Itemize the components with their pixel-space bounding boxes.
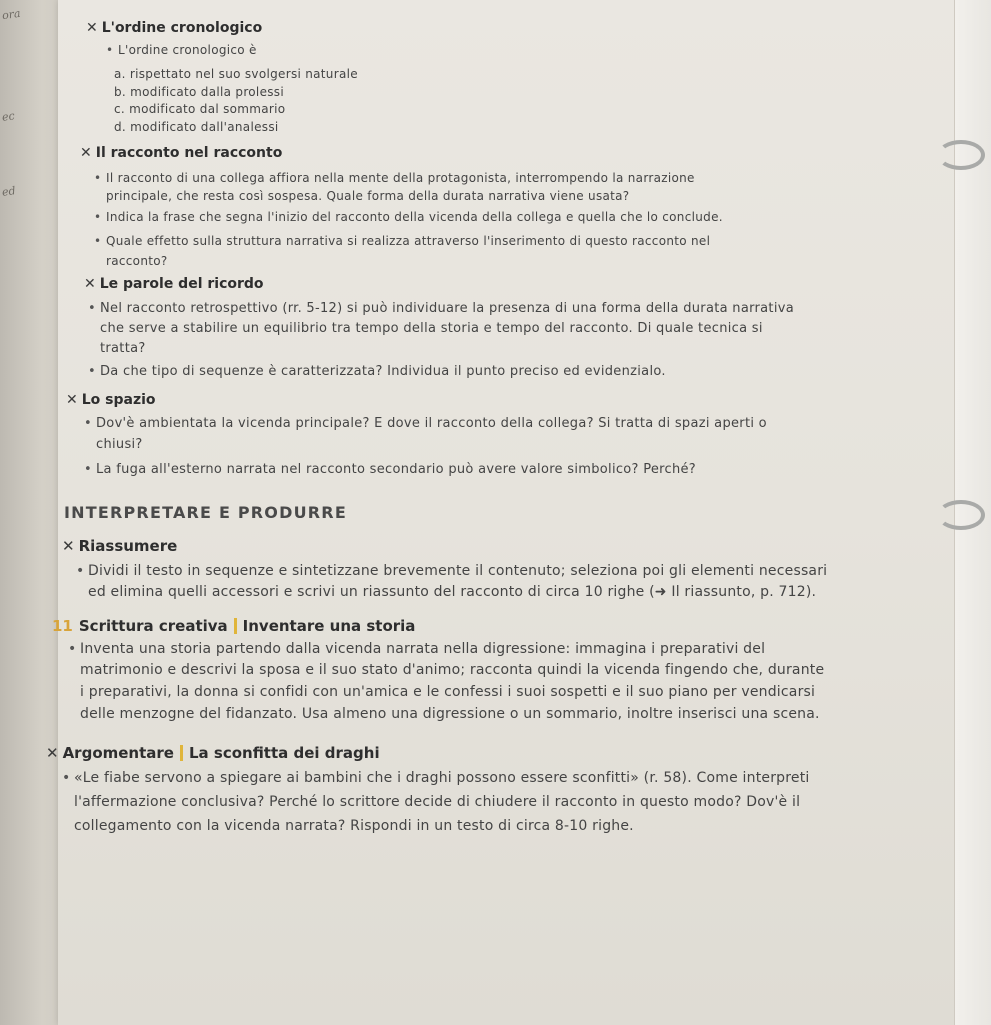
exercise-number: 11 [52, 617, 73, 635]
ordine-option-d: d. modificato dall'analessi [114, 120, 279, 134]
riassumere-text: • Dividi il testo in sequenze e sintetizzane brevemente il contenuto; seleziona poi gli elementi necessari [88, 563, 827, 579]
parole-text: che serve a stabilire un equilibrio tra tempo della storia e tempo del racconto. Di quale tecnica si [100, 321, 763, 336]
argomentare-text: collegamento con la vicenda narrata? Rispondi in un testo di circa 8-10 righe. [74, 818, 634, 834]
scrittura-text: delle menzogne del fidanzato. Usa almeno una digressione o un sommario, inoltre inserisci una scena. [80, 706, 820, 722]
parole-text: tratta? [100, 341, 146, 356]
accent-bar [180, 745, 183, 761]
section-title-spazio: ✕ Lo spazio [66, 392, 156, 408]
section-title-parole: ✕ Le parole del ricordo [84, 276, 264, 292]
binder-ring-icon [937, 140, 985, 170]
binder-edge [954, 0, 991, 1025]
riassumere-text: ed elimina quelli accessori e scrivi un riassunto del racconto di circa 10 righe (➜ Il riassunto, p. 712). [88, 584, 817, 600]
spazio-text: • La fuga all'esterno narrata nel racconto secondario può avere valore simbolico? Perché? [96, 462, 696, 477]
spazio-text: chiusi? [96, 437, 143, 452]
scrittura-text: • Inventa una storia partendo dalla vicenda narrata nella digressione: immagina i preparativi del [80, 641, 765, 657]
ordine-option-a: a. rispettato nel suo svolgersi naturale [114, 67, 358, 81]
cross-mark-icon: ✕ [46, 744, 59, 762]
spazio-text: • Dov'è ambientata la vicenda principale? E dove il racconto della collega? Si tratta di spazi aperti o [96, 416, 767, 431]
margin-scribble: ora [1, 6, 22, 23]
cross-mark-icon: ✕ [62, 537, 75, 555]
section-title-ordine: ✕ L'ordine cronologico [86, 20, 263, 36]
ordine-option-b: b. modificato dalla prolessi [114, 85, 284, 99]
parole-text: • Nel racconto retrospettivo (rr. 5-12) si può individuare la presenza di una forma della durata narrativa [100, 301, 794, 316]
margin-scribble: ed [1, 184, 17, 199]
accent-bar [234, 618, 237, 634]
textbook-page [46, 0, 958, 1025]
binder-ring-icon [937, 500, 985, 530]
scrittura-text: matrimonio e descrivi la sposa e il suo stato d'animo; racconta quindi la vicenda fingendo che, durante [80, 662, 825, 678]
racconto-text: • Quale effetto sulla struttura narrativa si realizza attraverso l'inserimento di questo racconto nel [106, 234, 710, 248]
parole-text: • Da che tipo di sequenze è caratterizzata? Individua il punto preciso ed evidenzialo. [100, 364, 666, 379]
ordine-option-c: c. modificato dal sommario [114, 102, 286, 116]
racconto-text: • Indica la frase che segna l'inizio del racconto della vicenda della collega e quella che lo conclude. [106, 210, 723, 224]
ordine-intro: • L'ordine cronologico è [118, 43, 257, 57]
interpretare-heading: INTERPRETARE E PRODURRE [64, 503, 347, 522]
cross-mark-icon: ✕ [86, 20, 98, 36]
cross-mark-icon: ✕ [84, 276, 96, 292]
section-title-argomentare: ✕ Argomentare La sconfitta dei draghi [46, 744, 380, 762]
cross-mark-icon: ✕ [80, 145, 92, 161]
section-title-scrittura: 11 Scrittura creativa Inventare una storia [52, 617, 416, 635]
cross-mark-icon: ✕ [66, 392, 78, 408]
racconto-text: principale, che resta così sospesa. Quale forma della durata narrativa viene usata? [106, 189, 630, 203]
scrittura-text: i preparativi, la donna si confidi con un'amica e le confessi i suoi sospetti e il suo piano per vendicarsi [80, 684, 816, 700]
argomentare-text: • «Le fiabe servono a spiegare ai bambini che i draghi possono essere sconfitti» (r. 58). Come interpreti [74, 770, 809, 786]
section-title-racconto: ✕ Il racconto nel racconto [80, 145, 283, 161]
racconto-text: • Il racconto di una collega affiora nella mente della protagonista, interrompendo la narrazione [106, 171, 695, 185]
racconto-text: racconto? [106, 254, 168, 268]
margin-scribble: ec [1, 109, 16, 124]
argomentare-text: l'affermazione conclusiva? Perché lo scrittore decide di chiudere il racconto in questo modo? Dov'è il [74, 794, 801, 810]
section-title-riassumere: ✕ Riassumere [62, 537, 178, 555]
